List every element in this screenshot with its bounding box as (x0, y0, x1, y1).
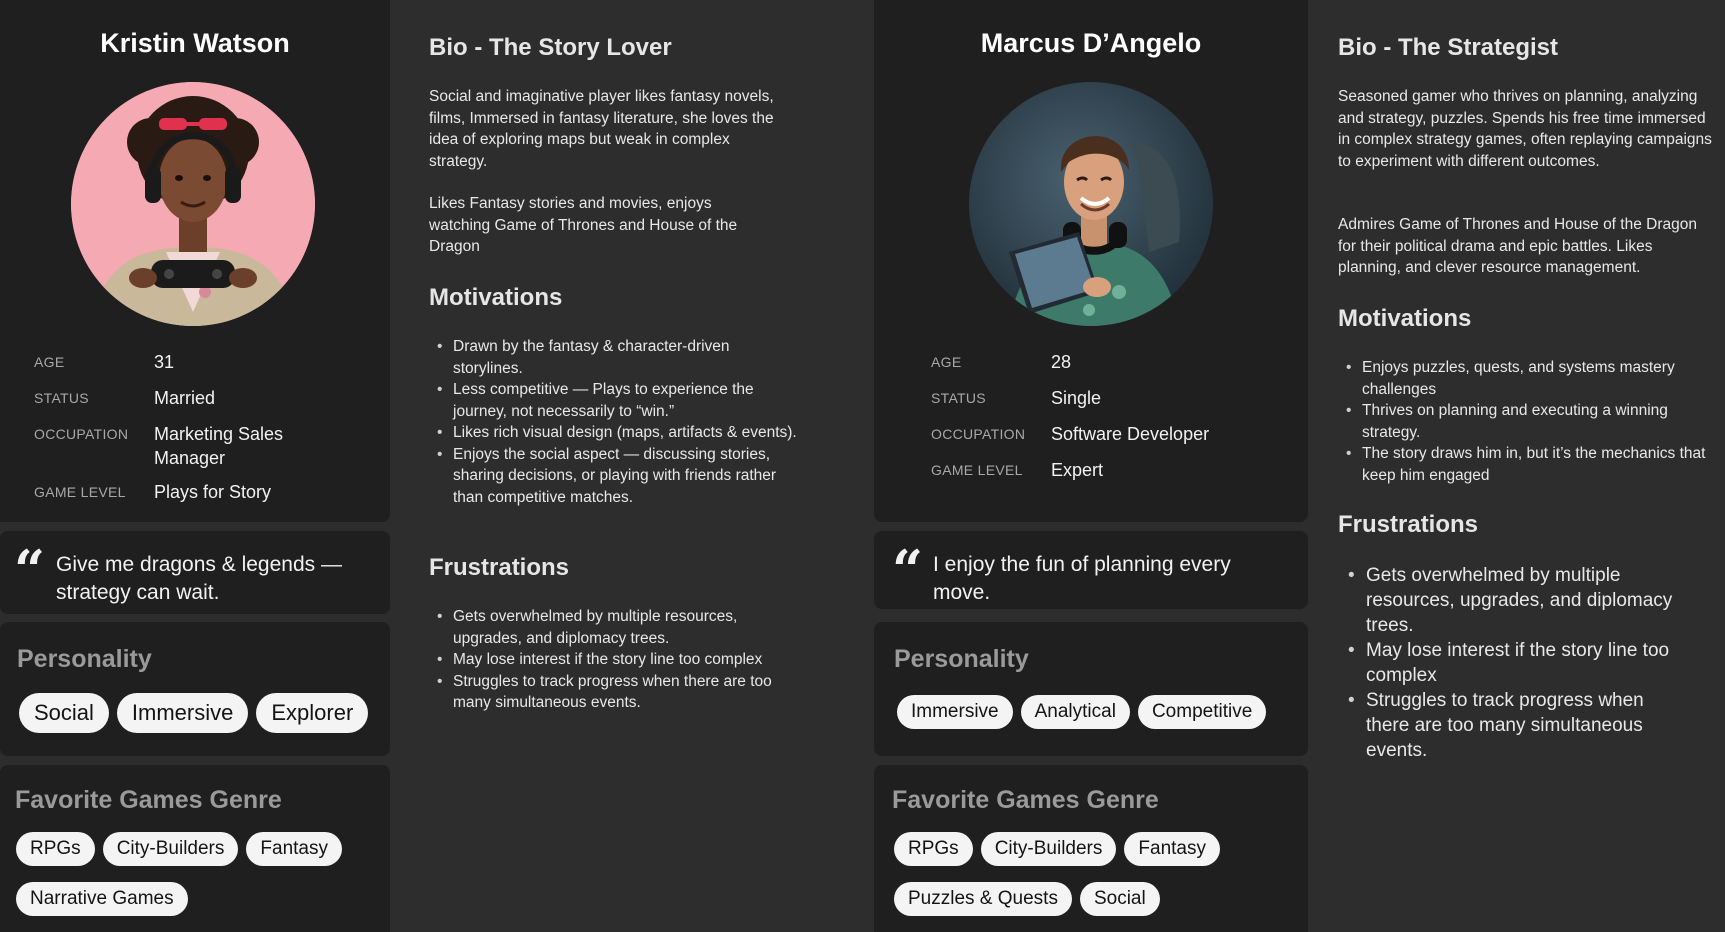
frustration-item: • Struggles to track progress when there are too many simultaneous events. (1338, 688, 1683, 763)
motivations-list (1338, 357, 1713, 486)
genre-chip: Fantasy (1124, 832, 1220, 866)
genre-chip: Fantasy (246, 832, 342, 866)
motivations-title: Motivations (429, 284, 563, 311)
stat-value: Plays for Story (154, 482, 272, 502)
quote-open-icon: “ (14, 538, 46, 602)
motivation-item: • Thrives on planning and executing a winning strategy. (1338, 400, 1713, 443)
personality-chip: Social (19, 693, 109, 733)
genre-chips (894, 832, 1254, 916)
motivation-item: • Less competitive — Plays to experience the journey, not necessarily to “win.” (429, 379, 801, 422)
bio-title: Bio - The Story Lover (429, 34, 672, 61)
stat-label: GAME LEVEL (931, 462, 1023, 478)
section-title: Favorite Games Genre (15, 786, 282, 814)
genre-chip: City-Builders (103, 832, 239, 866)
frustrations-list (1338, 563, 1683, 763)
stat-value: Married (154, 388, 216, 408)
frustration-item: • May lose interest if the story line too complex (429, 649, 801, 671)
persona-name: Kristin Watson (100, 28, 290, 58)
avatar (71, 82, 315, 326)
quote-text: Give me dragons & legends — strategy can wait. (56, 553, 342, 604)
profile-panel (874, 0, 1308, 522)
bio-paragraph: Likes Fantasy stories and movies, enjoys watching Game of Thrones and House of the Dragon (429, 195, 738, 255)
personality-chip: Competitive (1138, 695, 1266, 729)
personality-chips (897, 695, 1297, 729)
bio-title: Bio - The Strategist (1338, 34, 1559, 61)
personality-chip: Immersive (897, 695, 1013, 729)
personality-chips (19, 693, 389, 733)
bio-paragraph: Admires Game of Thrones and House of the Dragon for their political drama and epic battles. Likes planning, and clever resource management. (1338, 216, 1697, 276)
frustration-item: • May lose interest if the story line too complex (1338, 638, 1683, 688)
bio-paragraph: Social and imaginative player likes fantasy novels, films, Immersed in fantasy literature, she loves the idea of exploring maps but weak in complex strategy. (429, 88, 774, 170)
frustrations-list (429, 606, 801, 714)
motivations-list (429, 336, 801, 508)
genre-chip: RPGs (894, 832, 973, 866)
avatar-image (71, 82, 315, 326)
stat-label: OCCUPATION (931, 426, 1026, 442)
stat-label: AGE (34, 354, 65, 370)
persona-name: Marcus D’Angelo (980, 28, 1202, 58)
quote-panel (0, 531, 390, 614)
stat-value: 31 (154, 352, 175, 372)
genre-chip: RPGs (16, 832, 95, 866)
motivation-item: • Drawn by the fantasy & character-driven storylines. (429, 336, 801, 379)
motivations-title: Motivations (1338, 305, 1472, 332)
stat-label: OCCUPATION (34, 426, 129, 442)
personality-chip: Analytical (1021, 695, 1130, 729)
stat-label: STATUS (931, 390, 986, 406)
section-title: Personality (894, 645, 1029, 673)
frustrations-title: Frustrations (429, 554, 570, 581)
stat-value: Software Developer (1051, 424, 1210, 444)
personality-chip: Explorer (256, 693, 368, 733)
frustration-item: • Struggles to track progress when there are too many simultaneous events. (429, 671, 801, 714)
motivation-item: • Likes rich visual design (maps, artifacts & events). (429, 422, 801, 444)
stat-value: Expert (1051, 460, 1104, 480)
stat-label: STATUS (34, 390, 89, 406)
personality-panel (0, 622, 390, 756)
genres-panel (874, 765, 1308, 932)
stat-value: Single (1051, 388, 1102, 408)
personality-chip: Immersive (117, 693, 248, 733)
genre-chips (16, 832, 356, 916)
profile-panel (0, 0, 390, 522)
stat-value: Marketing Sales Manager (154, 424, 284, 468)
genre-chip: City-Builders (981, 832, 1117, 866)
motivation-item: • The story draws him in, but it’s the mechanics that keep him engaged (1338, 443, 1713, 486)
genre-chip: Puzzles & Quests (894, 882, 1072, 916)
frustration-item: • Gets overwhelmed by multiple resources, upgrades, and diplomacy trees. (1338, 563, 1683, 638)
quote-text: I enjoy the fun of planning every move. (933, 553, 1231, 604)
section-title: Personality (17, 645, 152, 673)
motivation-item: • Enjoys the social aspect — discussing stories, sharing decisions, or playing with friends rather than competitive matches. (429, 444, 801, 509)
frustration-item: • Gets overwhelmed by multiple resources, upgrades, and diplomacy trees. (429, 606, 801, 649)
stat-label: AGE (931, 354, 962, 370)
stat-label: GAME LEVEL (34, 484, 126, 500)
personality-panel (874, 622, 1308, 756)
quote-open-icon: “ (892, 538, 924, 602)
bio-paragraph: Seasoned gamer who thrives on planning, analyzing and strategy, puzzles. Spends his free time immersed in complex strategy games, often replaying campaigns to experiment with different outcomes. (1338, 88, 1712, 170)
motivation-item: • Enjoys puzzles, quests, and systems mastery challenges (1338, 357, 1713, 400)
section-title: Favorite Games Genre (892, 786, 1159, 814)
stat-value: 28 (1051, 352, 1072, 372)
frustrations-title: Frustrations (1338, 511, 1479, 538)
avatar-image (969, 82, 1213, 326)
genre-chip: Narrative Games (16, 882, 188, 916)
avatar (969, 82, 1213, 326)
quote-panel (874, 531, 1308, 609)
genres-panel (0, 765, 390, 932)
genre-chip: Social (1080, 882, 1160, 916)
